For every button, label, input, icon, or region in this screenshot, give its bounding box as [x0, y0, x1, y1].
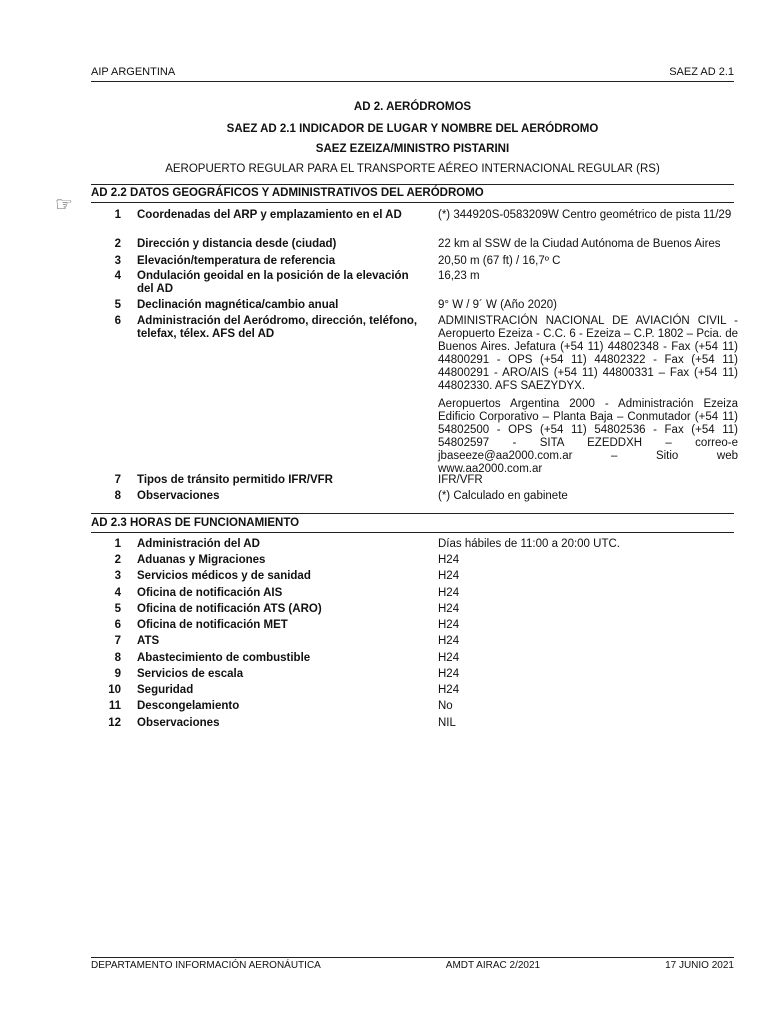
row-value	[438, 684, 738, 697]
section-rule	[91, 202, 734, 203]
row-number: 1	[114, 538, 121, 550]
row-number: 7	[114, 474, 121, 486]
row-label: Administración del Aeródromo, dirección, teléfono, telefax, télex. AFS del AD	[137, 315, 418, 340]
section-heading-2-3: AD 2.3 HORAS DE FUNCIONAMIENTO	[91, 517, 300, 529]
row-value-text: 16,23 m	[438, 270, 480, 282]
aerodrome-type: AEROPUERTO REGULAR PARA EL TRANSPORTE AÉREO INTERNACIONAL REGULAR (RS)	[165, 163, 660, 175]
row-label: Dirección y distancia desde (ciudad)	[137, 238, 337, 250]
row-value-text-secondary: Aeropuertos Argentina 2000 - Administración Ezeiza Edificio Corporativo – Planta Baja – Conmutador (+54 11) 54802500 - OPS (+54 11) 54802536 - Fax (+54 11) 54802597 - SITA EZEDDXH – correo-e jbaseeze@aa2000.com.ar – Sitio web www.aa2000.com.ar	[438, 398, 738, 475]
row-label: Abastecimiento de combustible	[137, 652, 311, 664]
header-right: SAEZ AD 2.1	[669, 66, 734, 78]
row-value-text: H24	[438, 652, 460, 664]
row-number: 6	[114, 315, 121, 327]
row-label: Observaciones	[137, 717, 220, 729]
header-rule	[91, 81, 734, 82]
row-value	[438, 619, 738, 632]
row-label: Elevación/temperatura de referencia	[137, 255, 336, 267]
footer-right: 17 JUNIO 2021	[665, 960, 734, 971]
row-value-text: (*) 344920S-0583209W Centro geométrico de pista 11/29	[438, 209, 732, 221]
row-value	[438, 209, 738, 222]
row-number: 10	[108, 684, 121, 696]
row-label: ATS	[137, 635, 160, 647]
row-number: 5	[114, 299, 121, 311]
row-value-text: H24	[438, 554, 460, 566]
footer-center: AMDT AIRAC 2/2021	[445, 960, 541, 971]
row-value-text: H24	[438, 668, 460, 680]
row-label: Observaciones	[137, 490, 220, 502]
row-value-text: H24	[438, 587, 460, 599]
row-value	[438, 538, 738, 551]
row-number: 4	[114, 587, 121, 599]
row-value	[438, 587, 738, 600]
row-value-text: H24	[438, 635, 460, 647]
page-footer	[91, 960, 734, 971]
row-value-text: No	[438, 700, 453, 712]
row-value	[438, 238, 738, 251]
row-number: 9	[114, 668, 121, 680]
document-title: AD 2. AERÓDROMOS	[353, 101, 472, 113]
row-label: Oficina de notificación MET	[137, 619, 288, 631]
row-value-text: H24	[438, 603, 460, 615]
section-rule	[91, 532, 734, 533]
row-value	[438, 299, 738, 312]
row-value	[438, 603, 738, 616]
row-number: 2	[114, 554, 121, 566]
row-number: 5	[114, 603, 121, 615]
footer-left: DEPARTAMENTO INFORMACIÓN AERONÁUTICA	[91, 960, 321, 971]
aerodrome-name: SAEZ EZEIZA/MINISTRO PISTARINI	[315, 143, 510, 155]
row-label: Coordenadas del ARP y emplazamiento en el AD	[137, 209, 402, 221]
row-value-text: ADMINISTRACIÓN NACIONAL DE AVIACIÓN CIVIL - Aeropuerto Ezeiza - C.C. 6 - Ezeiza – C.P. 1802 – Pcia. de Buenos Aires. Jefatura (+54 11) 44802348 - Fax (+54 11) 44800291 - OPS (+54 11) 44802322 - Fax (+54 11) 44800291 - ARO/AIS (+54 11) 44800331 – Fax (+54 11) 44802330. AFS SAEZYDYX.	[438, 315, 738, 392]
row-value-text: H24	[438, 570, 460, 582]
row-label: Administración del AD	[137, 538, 260, 550]
pointing-hand-icon: ☞	[55, 194, 73, 216]
row-value-text: H24	[438, 684, 460, 696]
row-number: 8	[114, 490, 121, 502]
row-number: 3	[114, 255, 121, 267]
page-header	[91, 66, 734, 78]
row-value	[438, 474, 738, 487]
section-rule	[91, 513, 734, 514]
row-value	[438, 315, 738, 476]
row-value	[438, 570, 738, 583]
row-number: 7	[114, 635, 121, 647]
row-number: 4	[114, 270, 121, 282]
document-subtitle: SAEZ AD 2.1 INDICADOR DE LUGAR Y NOMBRE DEL AERÓDROMO	[226, 123, 599, 135]
row-value-text: IFR/VFR	[438, 474, 483, 486]
row-value-text: 9° W / 9´ W (Año 2020)	[438, 299, 557, 311]
row-label: Descongelamiento	[137, 700, 240, 712]
row-label: Ondulación geoidal en la posición de la elevación del AD	[137, 270, 409, 295]
row-label: Oficina de notificación AIS	[137, 587, 283, 599]
row-value	[438, 652, 738, 665]
row-label: Servicios médicos y de sanidad	[137, 570, 311, 582]
row-value-text: NIL	[438, 717, 456, 729]
row-label: Tipos de tránsito permitido IFR/VFR	[137, 474, 333, 486]
row-value-text: 20,50 m (67 ft) / 16,7º C	[438, 255, 561, 267]
row-value	[438, 635, 738, 648]
row-value-text: 22 km al SSW de la Ciudad Autónoma de Buenos Aires	[438, 238, 721, 250]
row-value	[438, 554, 738, 567]
row-number: 11	[108, 700, 121, 712]
row-value-text: (*) Calculado en gabinete	[438, 490, 568, 502]
row-label: Seguridad	[137, 684, 194, 696]
row-value-text: H24	[438, 619, 460, 631]
row-value	[438, 270, 738, 283]
row-number: 2	[114, 238, 121, 250]
footer-rule	[91, 957, 734, 958]
row-value	[438, 668, 738, 681]
row-number: 6	[114, 619, 121, 631]
row-value	[438, 717, 738, 730]
row-value-text: Días hábiles de 11:00 a 20:00 UTC.	[438, 538, 620, 550]
row-number: 1	[114, 209, 121, 221]
row-number: 12	[108, 717, 121, 729]
row-number: 3	[114, 570, 121, 582]
row-value	[438, 255, 738, 268]
row-label: Aduanas y Migraciones	[137, 554, 266, 566]
row-value	[438, 700, 738, 713]
section-heading-2-2: AD 2.2 DATOS GEOGRÁFICOS Y ADMINISTRATIVOS DEL AERÓDROMO	[91, 187, 484, 199]
row-value	[438, 490, 738, 503]
header-left: AIP ARGENTINA	[91, 66, 176, 78]
row-label: Servicios de escala	[137, 668, 244, 680]
section-rule	[91, 184, 734, 185]
row-label: Declinación magnética/cambio anual	[137, 299, 339, 311]
row-number: 8	[114, 652, 121, 664]
row-label: Oficina de notificación ATS (ARO)	[137, 603, 322, 615]
